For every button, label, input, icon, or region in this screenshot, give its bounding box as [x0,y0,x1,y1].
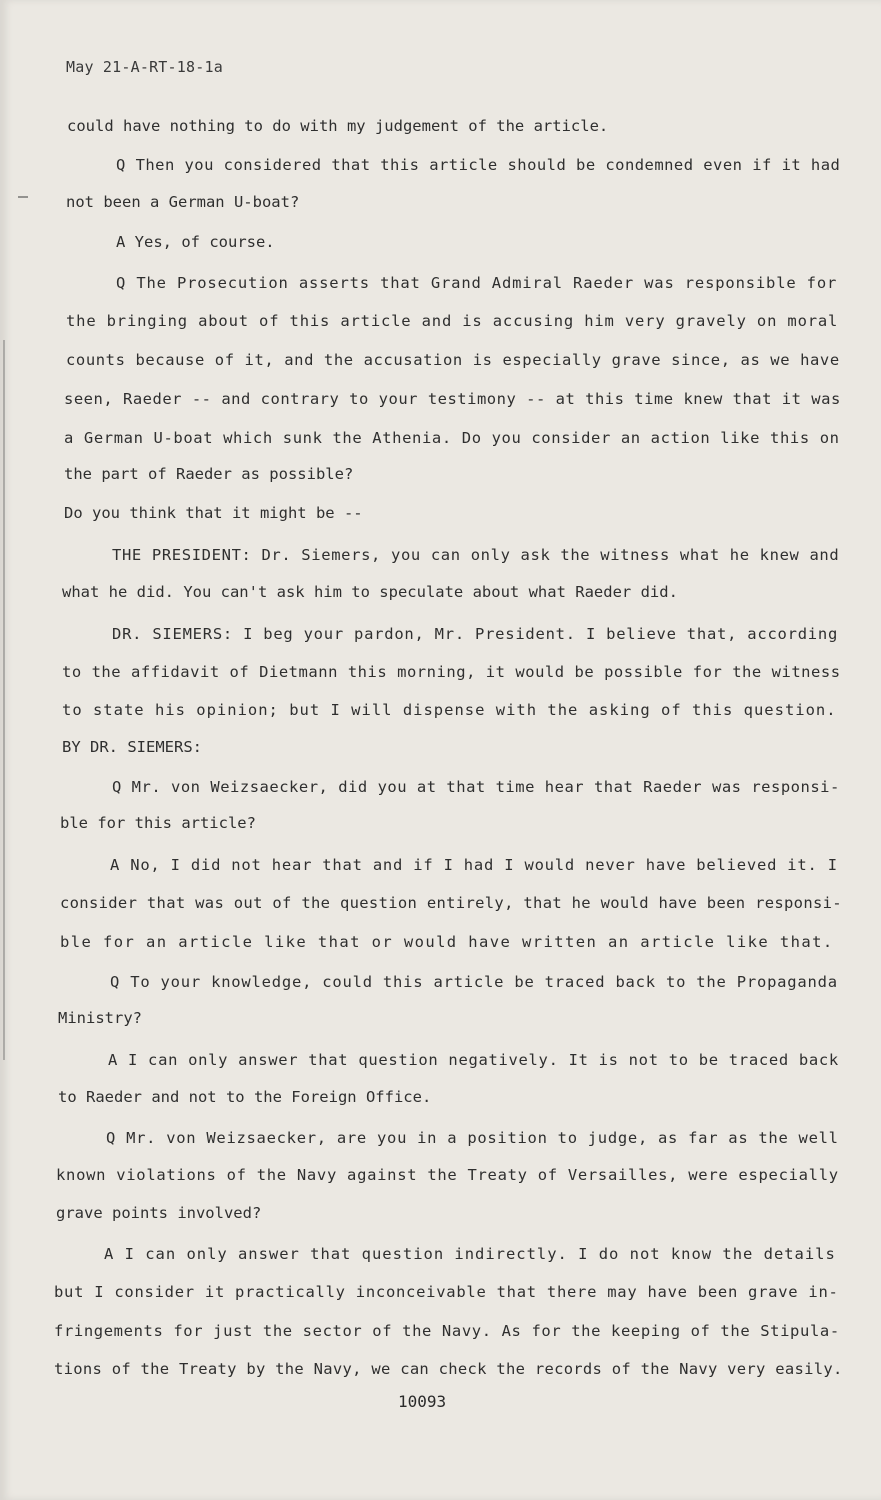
transcript-line: Do you think that it might be -- [64,504,363,522]
transcript-line: A Yes, of course. [116,233,275,251]
transcript-line: Q Mr. von Weizsaecker, did you at that time hear that Raeder was responsi- [112,778,840,796]
transcript-line: tions of the Treaty by the Navy, we can check the records of the Navy very easily. [54,1360,843,1378]
transcript-line: Ministry? [58,1009,142,1027]
transcript-line: grave points involved? [56,1204,262,1222]
transcript-line: consider that was out of the question entirely, that he would have been responsi- [60,894,842,912]
transcript-line: ble for this article? [60,814,256,832]
transcript-line: Q Mr. von Weizsaecker, are you in a position to judge, as far as the well [106,1129,839,1147]
transcript-line: not been a German U-boat? [66,193,300,211]
transcript-line: could have nothing to do with my judgement of the article. [67,117,609,135]
transcript-line: ble for an article like that or would have written an article like that. [60,933,834,951]
transcript-line: A I can only answer that question negatively. It is not to be traced back [108,1051,839,1069]
transcript-line: to state his opinion; but I will dispense with the asking of this question. [62,701,837,719]
transcript-line: Q To your knowledge, could this article be traced back to the Propaganda [110,973,838,991]
transcript-line: the bringing about of this article and is accusing him very gravely on moral [66,312,839,330]
document-header: May 21-A-RT-18-1a [66,58,223,76]
margin-rule [3,340,5,1060]
transcript-line: to Raeder and not to the Foreign Office. [58,1088,432,1106]
transcript-line: to the affidavit of Dietmann this morning, it would be possible for the witness [62,663,841,681]
transcript-line: the part of Raeder as possible? [64,465,354,483]
transcript-line: but I consider it practically inconceivable that there may have been grave in- [54,1283,839,1301]
transcript-line: fringements for just the sector of the Navy. As for the keeping of the Stipula- [54,1322,840,1340]
transcript-line: A I can only answer that question indirectly. I do not know the details [104,1245,836,1263]
transcript-line: a German U-boat which sunk the Athenia. Do you consider an action like this on [64,429,840,447]
transcript-line: known violations of the Navy against the Treaty of Versailles, were especially [56,1166,839,1184]
transcript-line: A No, I did not hear that and if I had I would never have believed it. I [110,856,838,874]
transcript-line: counts because of it, and the accusation is especially grave since, as we have [66,351,840,369]
transcript-line: seen, Raeder -- and contrary to your testimony -- at this time knew that it was [64,390,841,408]
transcript-line: Q The Prosecution asserts that Grand Admiral Raeder was responsible for [116,274,838,292]
transcript-line: DR. SIEMERS: I beg your pardon, Mr. President. I believe that, according [112,625,839,643]
transcript-line: THE PRESIDENT: Dr. Siemers, you can only ask the witness what he knew and [112,546,840,564]
transcript-line: Q Then you considered that this article should be condemned even if it had [116,156,841,174]
transcript-line: what he did. You can't ask him to speculate about what Raeder did. [62,583,678,601]
page-number: 10093 [398,1392,447,1411]
margin-mark [18,196,28,198]
transcript-line: BY DR. SIEMERS: [62,738,202,756]
